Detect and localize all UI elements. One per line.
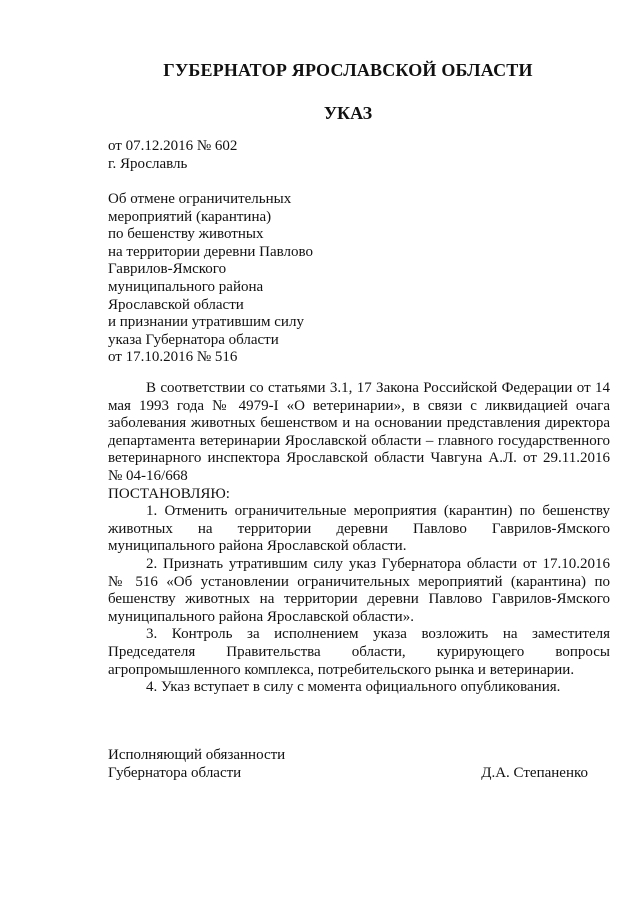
preamble-paragraph: В соответствии со статьями 3.1, 17 Закона Российской Федерации от 14 мая 1993 года № 4979-I «О ветеринарии», в связи с ликвидацией очага заболевания животных бешенством и на основании представления директора департамента ветеринарии Ярославской области – главного государственного ветеринарного инспектора Ярославской области Чавгуна А.Л. от 29.11.2016 № 04-16/668 [108, 380, 610, 484]
decree-word: ПОСТАНОВЛЯЮ: [108, 485, 230, 502]
subject-line: Об отмене ограничительных [108, 191, 292, 207]
signature-block [108, 746, 588, 782]
subject-line: на территории деревни Павлово [108, 243, 314, 260]
subject-line: муниципального района [108, 278, 264, 295]
subject-line: Гаврилов-Ямского [108, 261, 227, 278]
document-meta [108, 137, 237, 173]
date-number: от 07.12.2016 № 602 [108, 138, 238, 154]
city: г. Ярославль [108, 156, 188, 172]
subject-line: от 17.10.2016 № 516 [108, 349, 238, 366]
decree-item-2: 2. Признать утратившим силу указ Губернатора области от 17.10.2016 № 516 «Об установлении ограничительных мероприятий (карантина) по бешенству животных на территории деревни Павлово Гаврилов-Ямского муниципального района Ярославской области». [108, 555, 610, 625]
subject-line: мероприятий (карантина) [108, 208, 272, 225]
subject-line: Ярославской области [108, 296, 244, 313]
issuer-title: ГУБЕРНАТОР ЯРОСЛАВСКОЙ ОБЛАСТИ [163, 60, 533, 80]
signatory-position-line2: Губернатора области [108, 765, 242, 781]
subject-line: по бешенству животных [108, 226, 264, 243]
decree-item-1: 1. Отменить ограничительные мероприятия (карантин) по бешенству животных на территории деревни Павлово Гаврилов-Ямского муниципального района Ярославской области. [108, 503, 610, 555]
document-body [108, 380, 610, 697]
signature-row [108, 764, 588, 782]
signatory-name: Д.А. Степаненко [481, 765, 588, 781]
document-type: УКАЗ [323, 103, 373, 123]
subject-line: указа Губернатора области [108, 331, 279, 348]
decree-item-4: 4. Указ вступает в силу с момента официального опубликования. [146, 679, 561, 696]
document-subject [108, 191, 313, 367]
decree-item-3: 3. Контроль за исполнением указа возложить на заместителя Председателя Правительства области, курирующего вопросы агропромышленного комплекса, потребительского рынка и ветеринарии. [108, 626, 610, 678]
signatory-position-line1: Исполняющий обязанности [108, 747, 286, 763]
subject-line: и признании утратившим силу [108, 314, 304, 331]
